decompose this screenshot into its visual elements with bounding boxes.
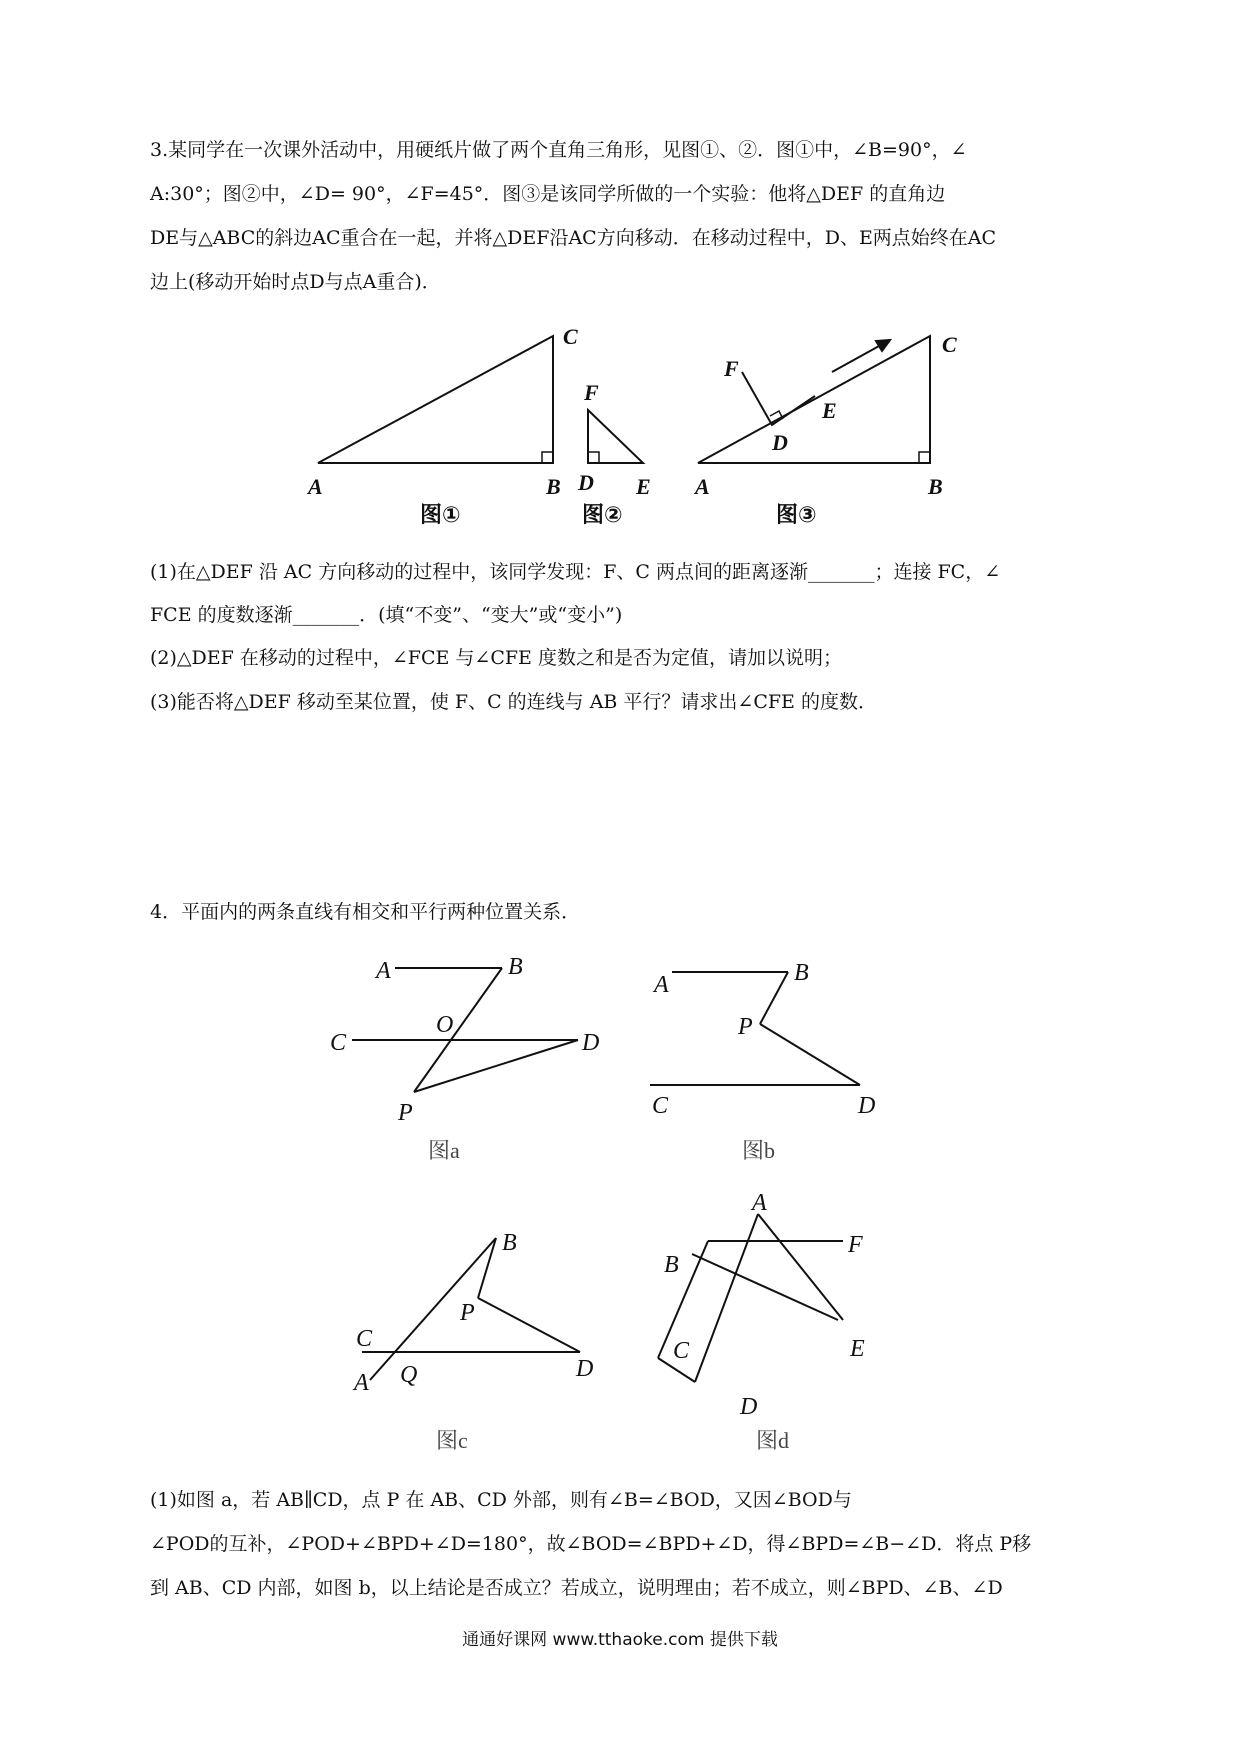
label-f-3: F bbox=[724, 356, 739, 381]
label-d: D bbox=[578, 470, 594, 495]
label-a-a: A bbox=[376, 958, 391, 984]
label-f-d: F bbox=[848, 1232, 863, 1258]
label-c-b: C bbox=[652, 1093, 669, 1119]
q3-line-1: 3.某同学在一次课外活动中，用硬纸片做了两个直角三角形，见图①、②．图①中，∠B=90°，∠ bbox=[150, 139, 967, 161]
label-c-3: C bbox=[942, 332, 957, 357]
label-p-a: P bbox=[398, 1100, 413, 1126]
q3-question-1b: FCE 的度数逐渐_______．(填“不变”、“变大”或“变小”) bbox=[150, 604, 623, 626]
label-b-c: B bbox=[502, 1230, 517, 1256]
label-c-d: C bbox=[673, 1338, 690, 1364]
q4-question-1c: 到 AB、CD 内部，如图 b，以上结论是否成立？若成立，说明理由；若不成立，则∠BPD、∠B、∠D bbox=[150, 1577, 1003, 1599]
label-a: A bbox=[308, 474, 323, 499]
label-b-b: B bbox=[794, 960, 809, 986]
label-d-a: D bbox=[582, 1030, 600, 1056]
caption-a: 图a bbox=[428, 1138, 460, 1163]
q3-line-3: DE与△ABC的斜边AC重合在一起，并将△DEF沿AC方向移动．在移动过程中，D、E两点始终在AC bbox=[150, 227, 997, 249]
label-d-d: D bbox=[740, 1394, 758, 1420]
figure-b bbox=[650, 972, 860, 1085]
label-o-a: O bbox=[436, 1012, 454, 1038]
label-c-a: C bbox=[330, 1030, 347, 1056]
caption-b: 图b bbox=[742, 1138, 776, 1163]
label-q-c: Q bbox=[400, 1362, 418, 1388]
label-b-d: B bbox=[664, 1252, 679, 1278]
label-d-b: D bbox=[858, 1093, 876, 1119]
label-f: F bbox=[584, 380, 599, 405]
figure-a bbox=[352, 968, 578, 1092]
caption-c: 图c bbox=[436, 1428, 468, 1453]
caption-d: 图d bbox=[756, 1428, 790, 1453]
label-d-c: D bbox=[576, 1356, 594, 1382]
q4-line-1: 4．平面内的两条直线有相交和平行两种位置关系． bbox=[150, 901, 581, 923]
q4-question-1b: ∠POD的互补，∠POD+∠BPD+∠D=180°，故∠BOD=∠BPD+∠D，得∠BPD=∠B−∠D．将点 P移 bbox=[150, 1533, 1032, 1555]
label-b-3: B bbox=[928, 474, 943, 499]
caption-fig2: 图② bbox=[582, 503, 623, 528]
q3-question-3: (3)能否将△DEF 移动至某位置，使 F、C 的连线与 AB 平行？请求出∠CFE 的度数． bbox=[150, 691, 877, 713]
page-footer: 通通好课网 www.tthaoke.com 提供下载 bbox=[462, 1630, 778, 1650]
label-a-d: A bbox=[752, 1190, 767, 1216]
label-b: B bbox=[546, 474, 561, 499]
label-a-c: A bbox=[354, 1370, 369, 1396]
label-e: E bbox=[636, 474, 651, 499]
q3-question-1a: (1)在△DEF 沿 AC 方向移动的过程中，该同学发现：F、C 两点间的距离逐渐_______；连接 FC，∠ bbox=[150, 561, 1001, 583]
label-e-3: E bbox=[822, 398, 837, 423]
label-a-b: A bbox=[654, 972, 669, 998]
label-p-c: P bbox=[460, 1300, 475, 1326]
q3-line-2: A:30°；图②中，∠D= 90°，∠F=45°．图③是该同学所做的一个实验：他将△DEF 的直角边 bbox=[150, 183, 946, 205]
label-c: C bbox=[563, 324, 578, 349]
caption-fig3: 图③ bbox=[776, 503, 817, 528]
label-b-a: B bbox=[508, 954, 523, 980]
label-p-b: P bbox=[738, 1014, 753, 1040]
q3-line-4: 边上(移动开始时点D与点A重合)． bbox=[150, 271, 441, 293]
label-e-d: E bbox=[850, 1336, 865, 1362]
q4-question-1a: (1)如图 a，若 AB∥CD，点 P 在 AB、CD 外部，则有∠B=∠BOD，又因∠BOD与 bbox=[150, 1489, 852, 1511]
q3-question-2: (2)△DEF 在移动的过程中，∠FCE 与∠CFE 度数之和是否为定值，请加以说明； bbox=[150, 647, 842, 669]
label-c-c: C bbox=[356, 1326, 373, 1352]
label-a-3: A bbox=[695, 474, 710, 499]
label-d-3: D bbox=[772, 430, 788, 455]
caption-fig1: 图① bbox=[420, 503, 461, 528]
